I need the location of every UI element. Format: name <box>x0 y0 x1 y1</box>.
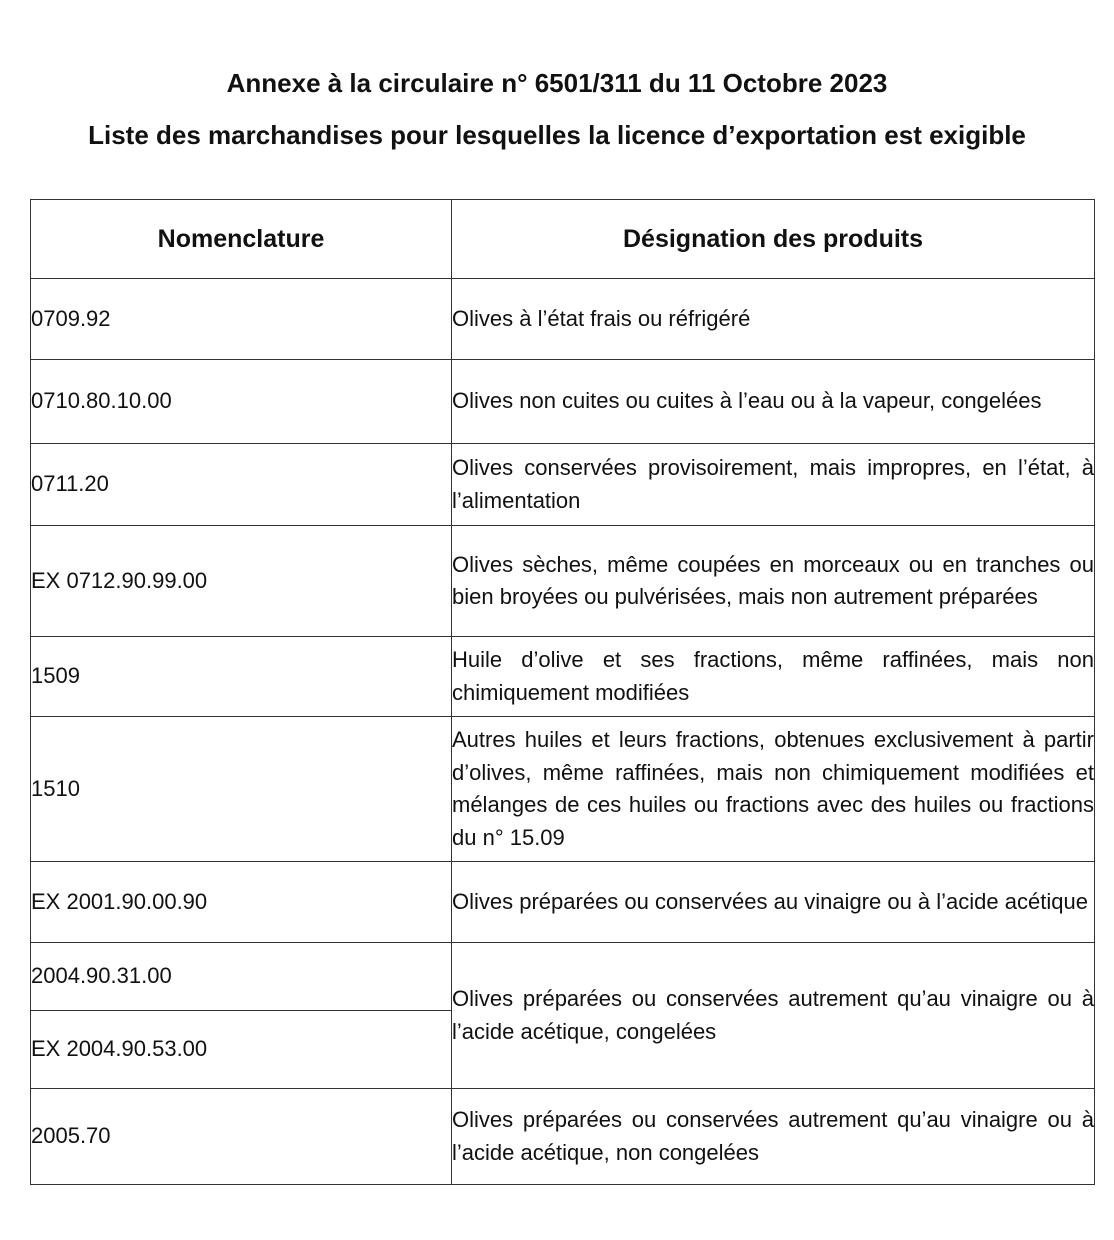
product-designation: Huile d’olive et ses fractions, même raffinées, mais non chimiquement modifiées <box>452 637 1095 717</box>
table-row <box>31 637 1095 717</box>
table-row <box>31 526 1095 637</box>
header-designation: Désignation des produits <box>452 200 1095 279</box>
product-designation: Olives à l’état frais ou réfrigéré <box>452 279 1095 360</box>
table-row <box>31 862 1095 943</box>
goods-table <box>30 199 1095 1185</box>
table-row <box>31 444 1095 526</box>
nomenclature-code: 2004.90.31.00 <box>31 943 452 1011</box>
product-designation: Olives préparées ou conservées au vinaigre ou à l’acide acétique <box>452 862 1095 943</box>
nomenclature-code: 0711.20 <box>31 444 452 526</box>
product-designation: Olives conservées provisoirement, mais impropres, en l’état, à l’alimentation <box>452 444 1095 526</box>
table-row <box>31 943 1095 1011</box>
nomenclature-code: 0709.92 <box>31 279 452 360</box>
document-subtitle: Liste des marchandises pour lesquelles la licence d’exportation est exigible <box>88 120 1026 150</box>
product-designation: Olives préparées ou conservées autrement qu’au vinaigre ou à l’acide acétique, congelées <box>452 943 1095 1089</box>
table-row <box>31 1089 1095 1185</box>
nomenclature-code: EX 2001.90.00.90 <box>31 862 452 943</box>
product-designation: Olives préparées ou conservées autrement qu’au vinaigre ou à l’acide acétique, non congelées <box>452 1089 1095 1185</box>
nomenclature-code: 0710.80.10.00 <box>31 360 452 444</box>
document-title: Annexe à la circulaire n° 6501/311 du 11 Octobre 2023 <box>226 68 888 98</box>
product-designation: Olives sèches, même coupées en morceaux ou en tranches ou bien broyées ou pulvérisées, mais non autrement préparées <box>452 526 1095 637</box>
product-designation: Olives non cuites ou cuites à l’eau ou à la vapeur, congelées <box>452 360 1095 444</box>
nomenclature-code: EX 0712.90.99.00 <box>31 526 452 637</box>
table-row <box>31 717 1095 862</box>
table-row <box>31 279 1095 360</box>
nomenclature-code: 1509 <box>31 637 452 717</box>
nomenclature-code: EX 2004.90.53.00 <box>31 1011 452 1089</box>
nomenclature-code: 1510 <box>31 717 452 862</box>
table-header-row <box>31 200 1095 279</box>
product-designation: Autres huiles et leurs fractions, obtenues exclusivement à partir d’olives, même raffinées, mais non chimiquement modifiées et mélanges de ces huiles ou fractions avec des huiles ou fractions du n° 15.09 <box>452 717 1095 862</box>
header-nomenclature: Nomenclature <box>31 200 452 279</box>
nomenclature-code: 2005.70 <box>31 1089 452 1185</box>
table-row <box>31 360 1095 444</box>
